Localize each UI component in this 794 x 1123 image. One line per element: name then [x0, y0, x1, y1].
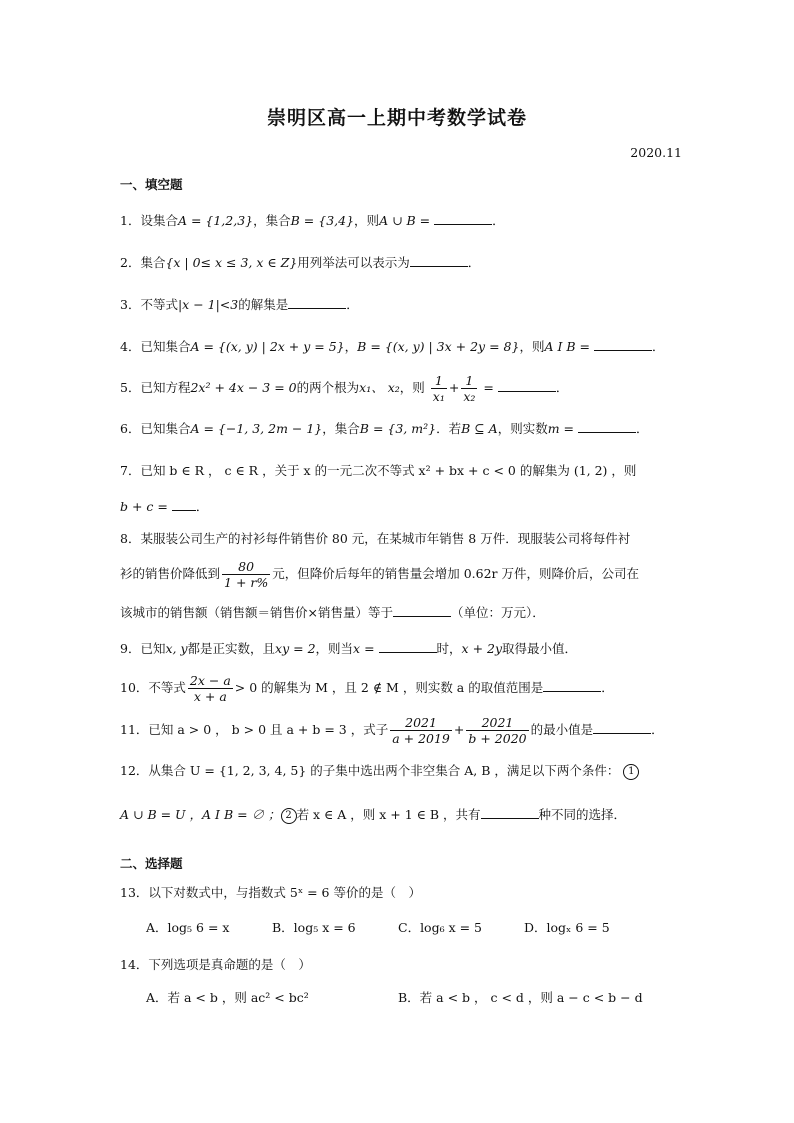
exam-title: 崇明区高一上期中考数学试卷	[266, 107, 527, 129]
answer-blank[interactable]	[498, 379, 556, 392]
question-7-cont	[120, 498, 208, 516]
q11-plus: +	[453, 722, 465, 737]
condition-1-marker: 1	[623, 764, 639, 780]
q5-equals: =	[483, 380, 494, 395]
q1-union: A ∪ B =	[379, 213, 431, 228]
q14-stem: 14．下列选项是真命题的是（ ）	[120, 957, 311, 972]
exam-date: 2020.11	[630, 145, 682, 160]
q8-line-3a: 该城市的销售额（销售额＝销售价×销售量）等于	[120, 605, 393, 620]
q6-m: m =	[547, 421, 575, 436]
answer-blank[interactable]	[593, 721, 651, 734]
q8-line-3b: （单位：万元）．	[450, 605, 545, 620]
q11-fraction-1	[390, 715, 452, 746]
q8-line-2a: 衫的销售价降低到	[120, 566, 221, 581]
q6-text: 6．已知集合	[120, 421, 191, 436]
question-7	[120, 462, 636, 480]
q3-inequality: |x − 1|<3	[177, 297, 239, 312]
q8-line-1: 8．某服装公司生产的衬衫每件销售价 80 元，在某城市年销售 8 万件．现服装公司将每件衬	[120, 531, 631, 546]
q12-end: 种不同的选择．	[538, 807, 627, 822]
question-11	[120, 712, 664, 748]
question-4	[120, 338, 665, 356]
q5-end: ．	[555, 380, 569, 395]
q9-text-2: 都是正实数，且	[187, 641, 276, 656]
q5-f1-den: x₁	[432, 389, 445, 404]
question-13	[120, 884, 421, 902]
q7-line-1: 7．已知 b ∈ R ， c ∈ R ，关于 x 的一元二次不等式 x² + bx + c < 0 的解集为 (1, 2) ，则	[120, 463, 637, 478]
q10-den: x + a	[193, 689, 227, 704]
q10-text-2: > 0 的解集为 M ，且 2 ∉ M ，则实数 a 的取值范围是	[234, 680, 544, 695]
q11-f2-num: 2021	[466, 715, 528, 731]
q5-text: 5．已知方程	[120, 380, 191, 395]
q5-f1-num: 1	[431, 373, 447, 389]
q11-text-2: 的最小值是	[530, 722, 594, 737]
q11-fraction-2	[466, 715, 528, 746]
q13-option-c[interactable]: C．log₆ x = 5	[398, 920, 482, 935]
q4-text-2: ，则	[519, 339, 545, 354]
q5-fraction-1	[431, 373, 447, 404]
q9-text: 9．已知	[120, 641, 166, 656]
q11-text: 11．已知 a > 0 ， b > 0 且 a + b = 3 ，式子	[120, 722, 389, 737]
answer-blank[interactable]	[543, 679, 601, 692]
q10-num: 2x − a	[189, 673, 231, 688]
q10-fraction	[188, 673, 233, 704]
q9-text-4: 时，	[436, 641, 462, 656]
q11-f2-den: b + 2020	[468, 731, 527, 746]
question-8-line-2	[120, 556, 639, 592]
question-3	[120, 296, 359, 314]
q13-stem: 13．以下对数式中，与指数式 5ˣ = 6 等价的是（ ）	[120, 885, 421, 900]
question-6	[120, 420, 649, 438]
q6-set-b: B = {3, m²}	[359, 421, 437, 436]
q1-text: 1．设集合	[120, 213, 178, 228]
q5-f2-num: 1	[461, 373, 477, 389]
q2-set: {x | 0≤ x ≤ 3, x ∈ Z}	[165, 255, 298, 270]
answer-blank[interactable]	[379, 640, 437, 653]
q9-vars: x, y	[165, 641, 188, 656]
answer-blank[interactable]	[578, 420, 636, 433]
q3-text: 3．不等式	[120, 297, 178, 312]
question-12-line-2	[120, 806, 626, 824]
q14-option-a[interactable]: A．若 a < b ，则 ac² < bc²	[146, 990, 309, 1005]
question-8	[120, 530, 630, 548]
q2-text-2: 用列举法可以表示为	[297, 255, 410, 270]
q5-roots: x₁、 x₂	[359, 380, 400, 395]
question-10	[120, 670, 614, 706]
q11-f1-den: a + 2019	[392, 731, 450, 746]
q9-text-3: ，则当	[315, 641, 354, 656]
q7-b-plus-c: b + c =	[120, 499, 168, 514]
q4-set-b: B = {(x, y) | 3x + 2y = 8}	[357, 339, 520, 354]
answer-blank[interactable]	[288, 296, 346, 309]
section-multiple-choice: 二、选择题	[120, 856, 183, 871]
q1-text-3: ，则	[354, 213, 380, 228]
q2-end: ．	[467, 255, 481, 270]
q3-text-2: 的解集是	[238, 297, 289, 312]
q11-end: ．	[651, 722, 664, 737]
q10-end: ．	[601, 680, 614, 695]
q4-sep: ，	[344, 339, 358, 354]
q9-condition: xy = 2	[275, 641, 316, 656]
q14-option-b[interactable]: B．若 a < b ， c < d ，则 a − c < b − d	[398, 990, 643, 1005]
condition-2-marker: 2	[281, 808, 297, 824]
answer-blank[interactable]	[594, 338, 652, 351]
q5-text-3: ，则	[399, 380, 425, 395]
q6-subset: B ⊆ A	[461, 421, 498, 436]
q1-text-2: ，集合	[253, 213, 291, 228]
q5-text-2: 的两个根为	[296, 380, 360, 395]
answer-blank[interactable]	[172, 498, 196, 511]
q7-end: ．	[195, 499, 209, 514]
question-9	[120, 640, 577, 658]
q13-option-d[interactable]: D．logₓ 6 = 5	[524, 920, 610, 935]
q4-set-a: A = {(x, y) | 2x + y = 5}	[190, 339, 345, 354]
question-2	[120, 254, 480, 272]
question-1	[120, 212, 505, 230]
answer-blank[interactable]	[481, 806, 539, 819]
q1-set-b: B = {3,4}	[290, 213, 355, 228]
q12-condition-1: A ∪ B = U ，A I B = ∅ ；	[120, 807, 281, 822]
q4-text: 4．已知集合	[120, 339, 191, 354]
question-12	[120, 762, 639, 780]
q2-text: 2．集合	[120, 255, 166, 270]
q9-end: 取得最小值．	[502, 641, 578, 656]
q6-text-4: ，则实数	[497, 421, 548, 436]
q8-line-2b: 元，但降价后每年的销售量会增加 0.62r 万件，则降价后，公司在	[272, 566, 640, 581]
q8-fraction	[222, 559, 270, 590]
question-14	[120, 956, 311, 974]
q8-num: 80	[222, 559, 270, 575]
q12-condition-2: 若 x ∈ A ，则 x + 1 ∈ B ，共有	[296, 807, 481, 822]
q1-set-a: A = {1,2,3}	[177, 213, 254, 228]
q5-f2-den: x₂	[463, 389, 476, 404]
q4-end: ．	[652, 339, 665, 354]
q6-text-2: ，集合	[322, 421, 360, 436]
q5-plus: +	[448, 380, 460, 395]
q4-intersection: A I B =	[544, 339, 591, 354]
q8-den: 1 + r%	[224, 575, 269, 590]
q5-fraction-2	[461, 373, 477, 404]
q6-set-a: A = {−1, 3, 2m − 1}	[190, 421, 323, 436]
question-8-line-3	[120, 604, 545, 622]
section-fill-in: 一、填空题	[120, 177, 183, 192]
q13-option-b[interactable]: B．log₅ x = 6	[272, 920, 356, 935]
q9-x: x =	[353, 641, 375, 656]
q10-text: 10．不等式	[120, 680, 186, 695]
q11-f1-num: 2021	[390, 715, 452, 731]
q6-text-3: ．若	[436, 421, 462, 436]
question-5	[120, 370, 568, 406]
answer-blank[interactable]	[393, 604, 451, 617]
q9-expr: x + 2y	[461, 641, 503, 656]
answer-blank[interactable]	[434, 212, 492, 225]
q12-line-1: 12．从集合 U = {1, 2, 3, 4, 5} 的子集中选出两个非空集合 A, B ，满足以下两个条件：	[120, 763, 620, 778]
q1-end: ．	[492, 213, 505, 228]
q6-end: ．	[636, 421, 649, 436]
q5-equation: 2x² + 4x − 3 = 0	[190, 380, 297, 395]
q3-end: ．	[346, 297, 359, 312]
answer-blank[interactable]	[410, 254, 468, 267]
q13-option-a[interactable]: A．log₅ 6 = x	[146, 920, 230, 935]
